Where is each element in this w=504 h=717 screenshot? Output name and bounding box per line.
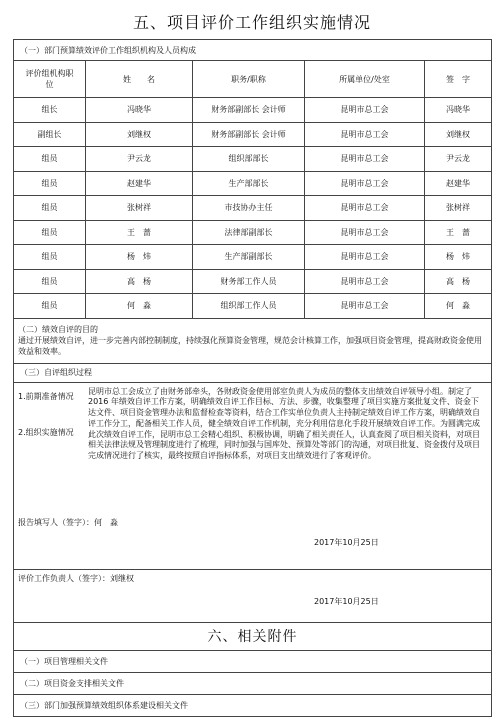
member-name: 冯晓华 [86, 98, 193, 123]
member-unit: 昆明市总工会 [305, 147, 425, 172]
member-name: 尹云龙 [86, 147, 193, 172]
member-unit: 昆明市总工会 [305, 98, 425, 123]
member-unit: 昆明市总工会 [305, 122, 425, 147]
leader-label: 评价工作负责人（签字）：刘继权 [18, 573, 134, 583]
member-title: 组织部工作人员 [193, 294, 305, 319]
member-name: 张树祥 [86, 196, 193, 221]
step-label-implementation: 2.组织实施情况 [18, 427, 74, 437]
section-heading-3: （三）自评组织过程 [14, 363, 492, 382]
member-name: 王 蔷 [86, 220, 193, 245]
table-row [14, 220, 492, 245]
member-role: 组员 [14, 269, 86, 294]
header-role: 评价组机构职位 [14, 61, 86, 98]
table-header-row [14, 61, 492, 98]
page-title: 五、项目评价工作组织实施情况 [132, 13, 371, 32]
member-title: 生产部副部长 [193, 245, 305, 270]
process-text: 昆明市总工会成立了由财务部牵头，各财政资金使用部室负责人为成员的整体支出绩效自评领导小组。制定了 2016 年绩效自评工作方案，明确绩效自评工作目标、方法、步骤，收集整理了项目实施方案批复文件、资金下达文件、项目资金管理办法和监督检查等资料，结合工作实单位负责人主持制定绩效自评工作方案，明确绩效自评工作分工，配备相关工作人员，健全绩效自评工作机制，充分利用信息化手段开展绩效自评工作。为圆满完成此次绩效自评工作，昆明市总工会精心组织、积极协调，明确了相关责任人，认真查阅了项目相关资料，对项目相关法律法规及管理制度进行了梳理，同时加强与国库处、预算处等部门的沟通，对项目批复、资金拨付及项目完成情况进行了核实，最终按照自评指标体系，对项目支出绩效进行了客观评价。 [88, 386, 480, 461]
process-steps [14, 382, 492, 515]
attachment-item: （三）部门加强预算绩效组织体系建设相关文件 [14, 694, 492, 716]
member-signature: 高 杨 [425, 269, 492, 294]
member-role: 组员 [14, 147, 86, 172]
member-role: 组员 [14, 294, 86, 319]
member-title: 市技协办主任 [193, 196, 305, 221]
member-signature: 张树祥 [425, 196, 492, 221]
member-title: 财务部副部长 会计师 [193, 122, 305, 147]
member-title: 组织部部长 [193, 147, 305, 172]
member-title: 生产部部长 [193, 171, 305, 196]
leader-signature-block [14, 569, 492, 622]
section-heading-2: （二）绩效自评的目的 [18, 325, 98, 334]
table-row [14, 122, 492, 147]
table-row [14, 269, 492, 294]
table-row [14, 98, 492, 123]
reporter-date: 2017年10月25日 [314, 537, 379, 547]
header-title: 职务/职称 [193, 61, 305, 98]
member-unit: 昆明市总工会 [305, 269, 425, 294]
leader-date: 2017年10月25日 [314, 596, 379, 606]
member-unit: 昆明市总工会 [305, 245, 425, 270]
attachment-item: （二）项目资金支排相关文件 [14, 672, 492, 694]
attachment-item: （一）项目管理相关文件 [14, 650, 492, 672]
member-title: 法律部副部长 [193, 220, 305, 245]
step-label-preparation: 1.前期准备情况 [18, 391, 74, 401]
member-signature: 何 淼 [425, 294, 492, 319]
member-name: 杨 炜 [86, 245, 193, 270]
member-name: 高 杨 [86, 269, 193, 294]
section-heading-1: （一）部门预算绩效评价工作组织机构及人员构成 [14, 40, 492, 61]
member-role: 组员 [14, 171, 86, 196]
member-signature: 王 蔷 [425, 220, 492, 245]
header-sign: 签 字 [425, 61, 492, 98]
member-role: 副组长 [14, 122, 86, 147]
member-unit: 昆明市总工会 [305, 171, 425, 196]
table-row [14, 196, 492, 221]
reporter-signature-block [14, 515, 492, 570]
purpose-text: 通过开展绩效自评，进一步完善内部控制制度，持续强化预算资金管理，规范会计核算工作，加强项目资金管理，提高财政资金使用效益和效率。 [18, 336, 482, 356]
member-role: 组员 [14, 196, 86, 221]
table-row [14, 147, 492, 172]
member-title: 财务部工作人员 [193, 269, 305, 294]
member-signature: 赵建华 [425, 171, 492, 196]
member-name: 赵建华 [86, 171, 193, 196]
member-unit: 昆明市总工会 [305, 294, 425, 319]
table-row [14, 171, 492, 196]
member-signature: 尹云龙 [425, 147, 492, 172]
table-row [14, 294, 492, 319]
member-signature: 冯晓华 [425, 98, 492, 123]
header-name: 姓 名 [86, 61, 193, 98]
member-unit: 昆明市总工会 [305, 220, 425, 245]
member-role: 组长 [14, 98, 86, 123]
member-name: 刘继权 [86, 122, 193, 147]
member-name: 何 淼 [86, 294, 193, 319]
table-row [14, 245, 492, 270]
member-title: 财务部副部长 会计师 [193, 98, 305, 123]
member-unit: 昆明市总工会 [305, 196, 425, 221]
section-6-title: 六、相关附件 [14, 622, 492, 650]
reporter-label: 报告填写人（签字）：何 淼 [18, 517, 118, 527]
section-purpose [14, 318, 492, 363]
member-role: 组员 [14, 245, 86, 270]
member-signature: 杨 炜 [425, 245, 492, 270]
evaluation-table [13, 39, 492, 717]
header-unit: 所属单位/处室 [305, 61, 425, 98]
member-role: 组员 [14, 220, 86, 245]
member-signature: 刘继权 [425, 122, 492, 147]
